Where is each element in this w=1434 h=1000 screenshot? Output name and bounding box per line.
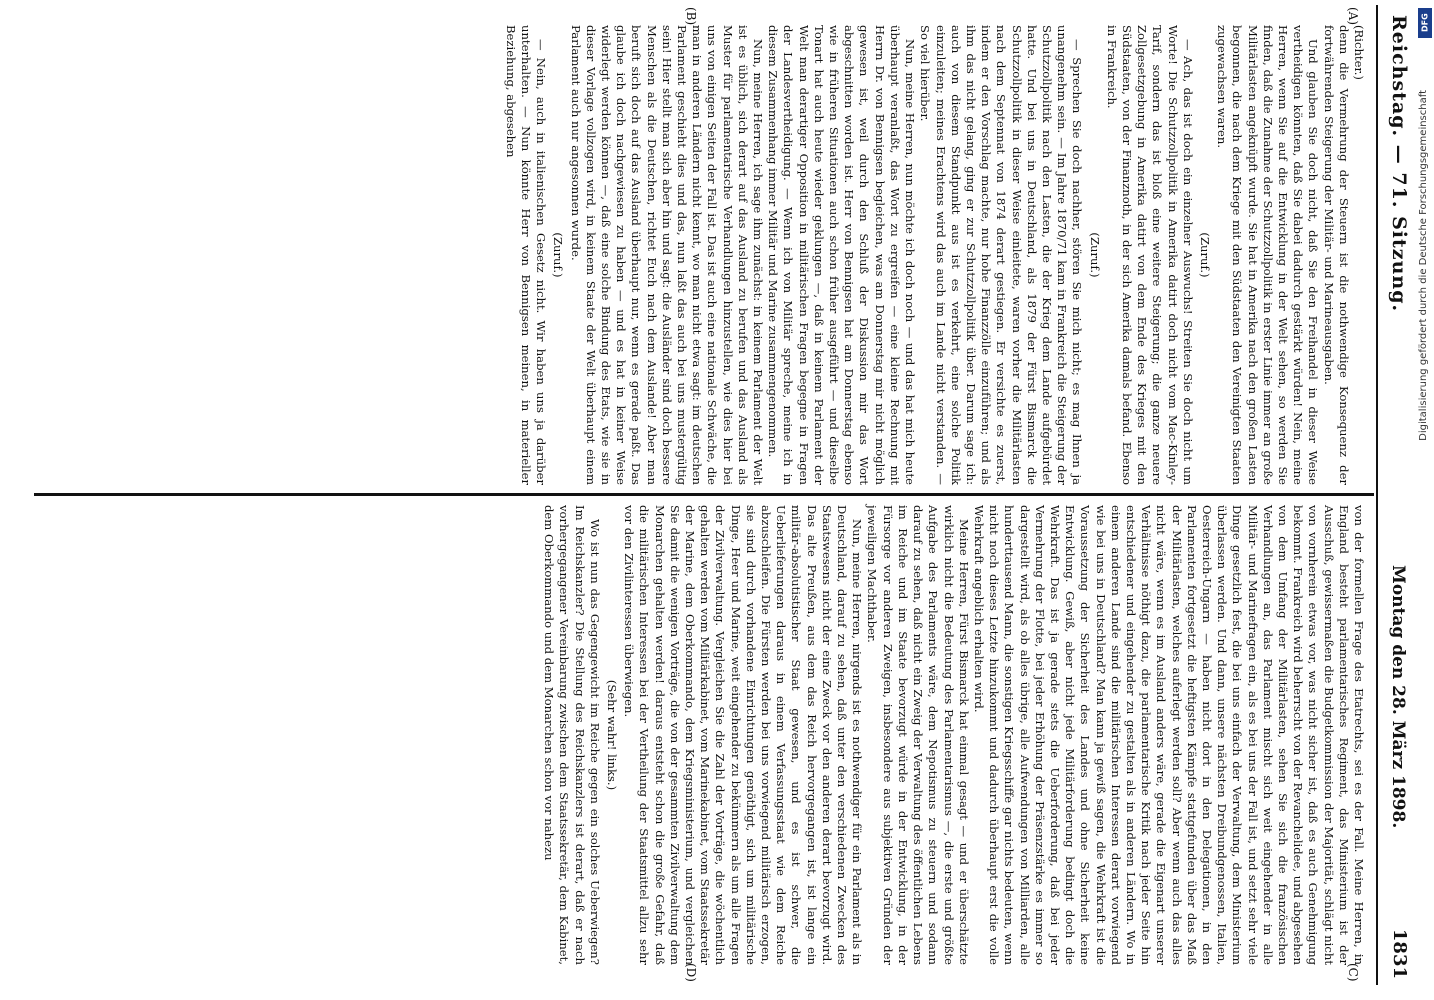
left-column <box>503 25 1366 485</box>
marker-d: (D) <box>684 963 698 982</box>
right-column <box>541 505 1366 965</box>
dfg-logo: DFG <box>1418 8 1432 38</box>
paragraph: Und glauben Sie doch nicht, daß Sie den Freihandel in dieser Weise vertheidigen könnten, daß Sie dabei dadurch gestärkt würden! Nein, meine Herren, wenn Sie auf die Entwicklung in der Welt sehen, so werden Sie finden, daß die Zunahme der Schutzzollpolitik in erster Linie immer an große Militärlasten angeknüpft wurde. Sie hat in Amerika nach den großen Lasten begonnen, die nach dem Kriege mit den Südstaaten den Vereinigten Staaten zugewachsen waren. <box>1215 25 1321 485</box>
marker-c: (C) <box>1346 963 1360 982</box>
paragraph: — Nein, auch in italienischen Gesetz nicht. Wir haben uns ja darüber unterhalten. — Nun könnte Herr von Bennigsen meinen, in materieller Beziehung, abgesehen <box>503 25 549 485</box>
paragraph: (Richter.) <box>1352 25 1366 80</box>
paragraph: Wo ist nun das Gegengewicht im Reiche gegen ein solches Ueberwiegen? Im Reichskanzler? Die Stellung des Reichskanzlers ist derart, daß er nach vorhergegangener Vereinbarung zwischen dem Staatssekretär, dem Kabinet, dem Oberkommando und dem Monarchen schon vor nahezu <box>542 505 602 965</box>
paragraph: Nun, meine Herren, nun möchte ich doch noch — und das hat mich heute überhaupt veranlaßt, das Wort zu ergreifen — eine kleine Rechnung mit Herrn Dr. von Bennigsen begleichen, was am Donnerstag mir nicht möglich gewesen ist, weil durch den Schluß der Diskussion mir das Wort abgeschnitten worden ist. Herr von Bennigsen hat am Donnerstag ebenso wie in früheren Situationen auch schon früher ausgeführt — und dieselbe Tonart hat auch heute wieder geklungen —, daß in keinem Parlament der Welt man derartiger Opposition in militärischen Fragen begegne in Fragen der Landesvertheidigung. — Wenn ich von Militär spreche, meine ich in diesem Zusammenhang immer Militär und Marine zusammengenommen. <box>766 25 918 485</box>
paragraph: denn die Vermehrung der Steuern ist die nothwendige Konsequenz der fortwährenden Steigerung der Militär- und Marineausgaben. <box>1321 25 1351 485</box>
paragraph: Meine Herren, Fürst Bismarck hat einmal gesagt — und er überschätzte wirklich nicht die Bedeutung des Parlamentarismus —, die erste und größte Aufgabe des Parlaments wäre, dem Nepotismus zu steuern und sodann darauf zu sehen, daß nicht ein Zweig der Verwaltung des öffentlichen Lebens im Reiche und im Staate bevorzugt würde in der Entwicklung, in der Fürsorge vor anderen Zweigen, insbesondere aus subjektiven Gründen der jeweiligen Machthaber. <box>865 505 971 965</box>
funding-note: Digitalisierung gefördert durch die Deutsche Forschungsgemeinschaft <box>1418 90 1429 441</box>
paragraph: Nun, meine Herren, nirgends ist es nothwendiger für ein Parlament als in Deutschland, darauf zu sehen, daß unter den verschiedenen Zwecken des Staatswesens nicht der eine Zweck vor den anderen derart bevorzugt wird. Das alte Preußen, aus dem das Reich hervorgegangen ist, ist lange ein militär-absolutistischer Staat gewesen, und es ist schwer, die Ueberlieferungen daraus in einem Verfassungsstaat wie dem Reiche abzuschleifen. Die Fürsten werden bei uns vorwiegend militärisch erzogen, sie sind durch vorhandene Einrichtungen genöthigt, sich um militärische Dinge, Heer und Marine, weit eingehender zu bekümmern als um alle Fragen der Zivilverwaltung. Vergleichen Sie die Zahl der Vorträge, die wöchentlich gehalten werden vom Militärkabinet, vom Marinekabinet, vom Staatssekretär der Marine, dem Oberkommando, dem Kriegsministerium, und vergleichen Sie damit die wenigen Vorträge, die von der gesammten Zivilverwaltung dem Monarchen gehalten werden! daraus entsteht schon die große Gefahr, daß die militärischen Interessen bei der Vertheilung der Staatsmittel allzu sehr vor den Zivilinteressen überwiegen. <box>622 505 865 965</box>
paragraph: (Zuruf.) <box>1197 232 1212 278</box>
paragraph: Nun, meine Herren, ich sage ihm zunächst: in keinem Parlament der Welt ist es üblich, sich derart auf das Ausland zu berufen und das Ausland als Muster für parlamentarische Verhandlungen hinzustellen, wie dies hier bei uns von einigen Seiten der Fall ist. Das ist auch eine nationale Schwäche, die man in anderen Ländern nicht kennt, wo man nicht etwa sagt: im deutschen Parlament geschieht dies und das, nun laßt das auch bei uns mustergültig sein! Hier stellt man sich aber hin und sagt: die Ausländer sind doch bessere Menschen als die Deutschen, richtet Euch nach dem Auslande! Aber man beruft sich doch auf das Ausland überhaupt nur, wenn es gerade paßt. Das glaube ich doch nachgewiesen zu haben — und es hat in keiner Weise widerlegt werden können —, daß eine solche Bindung des Etats, wie sie in dieser Vorlage vollzogen wird, in keinem Staate der Welt überhaupt einem Parlament auch nur angesonnen wurde. <box>568 25 766 485</box>
column-divider <box>34 493 1374 496</box>
paragraph: (Zuruf.) <box>1087 232 1102 278</box>
page-header <box>1376 5 1418 985</box>
header-left: Reichstag. — 71. Sitzung. <box>1388 15 1410 313</box>
paragraph: von der formellen Frage des Etatrechts, sei es der Fall. Meine Herren, in England besteht parlamentarisches Regiment, das Ministerium ist der Ausschuß, gewissermaßen die Budgetkommission der Majorität, schlägt nicht von vornherein etwas vor, was nicht sicher ist, daß es auch Genehmigung bekommt. Frankreich wird beherrscht von der Revanchelidee, und abgesehen von dem Umfang der Militärlasten, sehen Sie sich die französischen Verhandlungen an, das Parlament mischt sich weit eingehender in alle Militär- und Marinefragen ein, als es bei uns der Fall ist, und setzt sehr viele Dinge gesetzlich fest, die bei uns einfach der Verwaltung, dem Ministerium überlassen werden. Und dann, unsere nächsten Dreibundgenossen, Italien, Oesterreich-Ungarn — haben nicht dort in den Delegationen, in den Parlamenten fortgesetzt die heftigsten Kämpfe stattgefunden über das Maß der Militärlasten, welches auferlegt werden soll? Aber wenn auch das alles nicht wäre, wenn es im Ausland anders wäre, gerade die Eigenart unserer Verhältnisse nöthigt dazu, die parlamentarische Kritik nach jeder Seite hin entschiedener und eingehender zu gestalten als in anderen Ländern. Wo in einem anderen Lande sind die militärischen Interessen derart vorwiegend wie bei uns in Deutschland? Man kann ja gewiß sagen, die Wehrkraft ist die Voraussetzung der Sicherheit des Landes und ohne Sicherheit keine Entwicklung. Gewiß, aber nicht jede Militärforderung bedingt doch die Wehrkraft. Das ist ja gerade stets die Ueberforderung, daß bei jeder Vermehrung der Flotte, bei jeder Erhöhung der Präsenzstärke es immer so dargestellt wird, als ob alles übrige, alle Aufwendungen von Milliarden, alle hunderttausend Mann, die sonstigen Kriegsschiffe gar nichts bedeuten, wenn nicht noch dieses Letzte hinzukommt und dadurch überhaupt erst die volle Wehrkraft angeblich erhalten wird. <box>971 505 1366 966</box>
paragraph: — Ach, das ist doch ein einzelner Auswuchs! Streiten Sie doch nicht um Worte! Die Schutzzollpolitik in Amerika datirt doch nicht vom Mac-Kinley-Tarif, sondern das ist bloß eine weitere Steigerung; die ganze neuere Zollgesetzgebung in Amerika datirt von dem Ende des Krieges mit den Südstaaten, von der Finanznoth, in der sich Amerika damals befand. Ebenso in Frankreich. <box>1104 25 1195 485</box>
marker-a: (A) <box>1346 7 1360 26</box>
marker-b: (B) <box>684 7 698 26</box>
paragraph: — Sprechen Sie doch nachher, stören Sie mich nicht; es mag Ihnen ja unangenehm sein. — Im Jahre 1870/71 kam in Frankreich die Steigerung der Schutzzollpolitik nach den Lasten, die der Krieg dem Lande aufgebürdet hatte. Und bei uns in Deutschland, als 1879 der Fürst Bismarck die Schutzzollpolitik in dieser Weise einleitete, waren vorher die Militärlasten nach dem Septennat von 1874 derart gestiegen. Er versichte es zuerst, indem er den Vorschlag machte, nur hohe Finanzzölle einzuführen; und als ihm das nicht gelang, ging er zur Schutzzollpolitik über. Darum sage ich: auch von diesem Standpunkt aus ist es verkehrt, eine solche Politik einzuleiten; meines Erachtens wird das auch im Lande nicht verstanden. — So viel hierüber. <box>918 25 1085 485</box>
header-date: Montag den 28. März 1898. <box>1388 565 1408 829</box>
rotated-document <box>23 5 1418 985</box>
page-number: 1831 <box>1389 928 1410 979</box>
paragraph: (Sehr wahr! links.) <box>605 679 620 791</box>
paragraph: (Zuruf.) <box>551 232 566 278</box>
